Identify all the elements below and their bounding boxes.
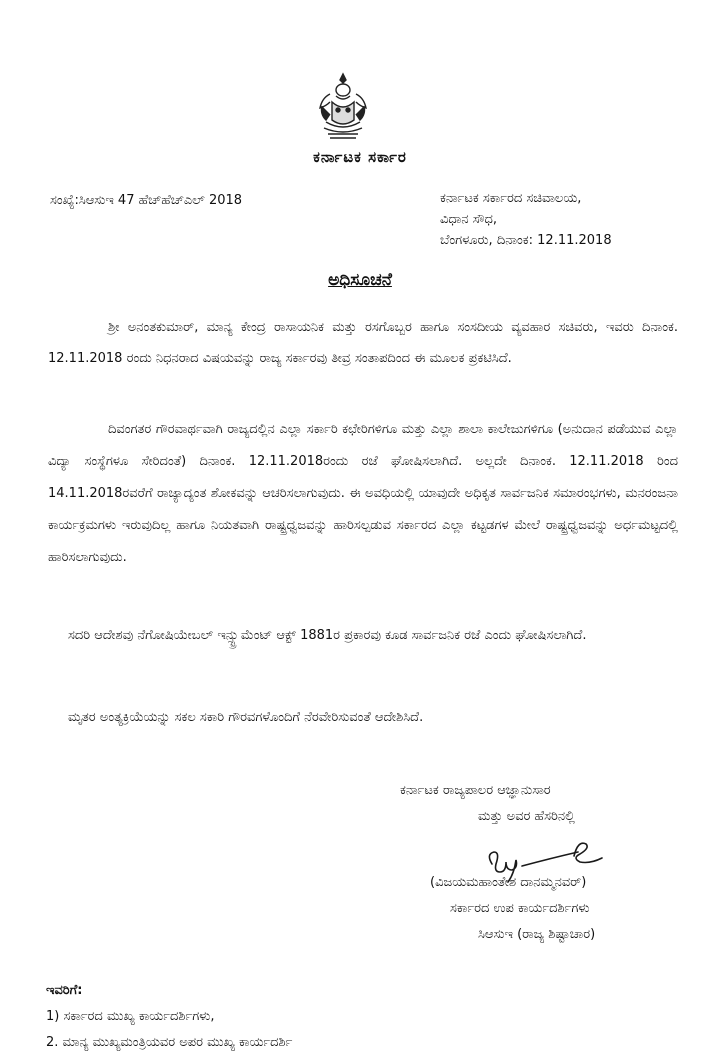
- reference-number: ಸಂಖ್ಯೆ:ಸಿಆಸುಇ 47 ಹೆಚ್‌ಹೆಚ್‌ಎಲ್ 2018: [50, 193, 243, 208]
- recipient-item: 1) ಸರ್ಕಾರದ ಮುಖ್ಯ ಕಾರ್ಯದರ್ಶಿಗಳು,: [46, 1009, 215, 1024]
- paragraph-text: ಸದರಿ ಆದೇಶವು ನೆಗೋಷಿಯೇಬಲ್ ಇನ್ಸ್ಟ್ರುಮೆಂಟ್ ಆಕ್ಟ್ 1881ರ ಪ್ರಕಾರವು ಕೂಡ ಸಾರ್ವಜನಿಕ ರಜೆ ಎಂದು ಘೋಷಿಸಲಾಗಿದೆ.: [68, 628, 587, 643]
- paragraph-text: ದಿವಂಗತರ ಗೌರವಾರ್ಥವಾಗಿ ರಾಜ್ಯದಲ್ಲಿನ ಎಲ್ಲಾ ಸರ್ಕಾರಿ ಕಛೇರಿಗಳಿಗೂ ಮತ್ತು ಎಲ್ಲಾ ಶಾಲಾ ಕಾಲೇಜುಗಳಿಗೂ (ಅನುದಾನ ಪಡೆಯುವ ಎಲ್ಲಾ ವಿದ್ಯಾ ಸಂಸ್ಥೆಗಳೂ ಸೇರಿದಂತೆ) ದಿನಾಂಕ. 12.11.2018ರಂದು ರಜೆ ಘೋಷಿಸಲಾಗಿದೆ. ಅಲ್ಲದೇ ದಿನಾಂಕ. 12.11.2018 ರಿಂದ 14.11.2018ರವರೆಗೆ ರಾಜ್ಯಾದ್ಯಂತ ಶೋಕವನ್ನು ಆಚರಿಸಲಾಗುವುದು. ಈ ಅವಧಿಯಲ್ಲಿ ಯಾವುದೇ ಅಧಿಕೃತ ಸಾರ್ವಜನಿಕ ಸಮಾರಂಭಗಳು, ಮನರಂಜನಾ ಕಾರ್ಯಕ್ರಮಗಳು ಇರುವುದಿಲ್ಲ ಹಾಗೂ ನಿಯತವಾಗಿ ರಾಷ್ಟ್ರಧ್ವಜವನ್ನು ಹಾರಿಸಲ್ಪಡುವ ಸರ್ಕಾರದ ಎಲ್ಲಾ ಕಟ್ಟಡಗಳ ಮೇಲೆ ರಾಷ್ಟ್ರಧ್ವಜವನ್ನು ಅರ್ಧಮಟ್ಟದಲ್ಲಿ ಹಾರಿಸಲಾಗುವುದು.: [48, 422, 678, 565]
- body-paragraph: [48, 702, 678, 733]
- address-date-line: ಬೆಂಗಳೂರು, ದಿನಾಂಕ: 12.11.2018: [440, 233, 612, 248]
- body-paragraph: [48, 312, 678, 374]
- signatory-name: (ವಿಜಯಮಹಾಂತೇಶ ದಾನಮ್ಮನವರ್): [430, 875, 587, 890]
- signatory-department: ಸಿಆಸುಇ (ರಾಜ್ಯ ಶಿಷ್ಟಾಚಾರ): [478, 927, 596, 942]
- body-paragraph: [48, 414, 678, 574]
- governor-order-block: [400, 778, 575, 830]
- paragraph-text: ಶ್ರೀ ಅನಂತಕುಮಾರ್, ಮಾನ್ಯ ಕೇಂದ್ರ ರಾಸಾಯನಿಕ ಮತ್ತು ರಸಗೊಬ್ಬರ ಹಾಗೂ ಸಂಸದೀಯ ವ್ಯವಹಾರ ಸಚಿವರು, ಇವರು ದಿನಾಂಕ. 12.11.2018 ರಂದು ನಿಧನರಾದ ವಿಷಯವನ್ನು ರಾಜ್ಯ ಸರ್ಕಾರವು ತೀವ್ರ ಸಂತಾಪದಿಂದ ಈ ಮೂಲಕ ಪ್ರಕಟಿಸಿದೆ.: [48, 320, 678, 366]
- order-line: ಮತ್ತು ಅವರ ಹೆಸರಿನಲ್ಲಿ: [478, 809, 575, 824]
- address-line: ಕರ್ನಾಟಕ ಸರ್ಕಾರದ ಸಚಿವಾಲಯ,: [440, 191, 582, 206]
- recipient-item: 2. ಮಾನ್ಯ ಮುಖ್ಯಮಂತ್ರಿಯವರ ಅಪರ ಮುಖ್ಯ ಕಾರ್ಯದರ್ಶಿ: [46, 1035, 293, 1050]
- signatory-block: [430, 870, 595, 948]
- body-paragraph: [48, 620, 678, 651]
- recipients-label: ಇವರಿಗೆ:: [46, 983, 83, 998]
- order-line: ಕರ್ನಾಟಕ ರಾಜ್ಯಪಾಲರ ಆಜ್ಞಾನುಸಾರ: [400, 783, 551, 798]
- government-heading: ಕರ್ನಾಟಕ ಸರ್ಕಾರ: [313, 148, 407, 166]
- paragraph-text: ಮೃತರ ಅಂತ್ಯಕ್ರಿಯೆಯನ್ನು ಸಕಲ ಸಕಾರಿ ಗೌರವಗಳೊಂದಿಗೆ ನೆರವೇರಿಸುವಂತೆ ಆದೇಶಿಸಿದೆ.: [68, 710, 424, 725]
- notification-title: ಅಧಿಸೂಚನೆ: [328, 270, 392, 290]
- karnataka-emblem-icon: [316, 72, 370, 142]
- signatory-designation: ಸರ್ಕಾರದ ಉಪ ಕಾರ್ಯದರ್ಶಿಗಳು: [450, 901, 590, 916]
- address-line: ವಿಧಾನ ಸೌಧ,: [440, 212, 498, 227]
- recipients-block: [46, 978, 292, 1056]
- office-address: [440, 188, 612, 251]
